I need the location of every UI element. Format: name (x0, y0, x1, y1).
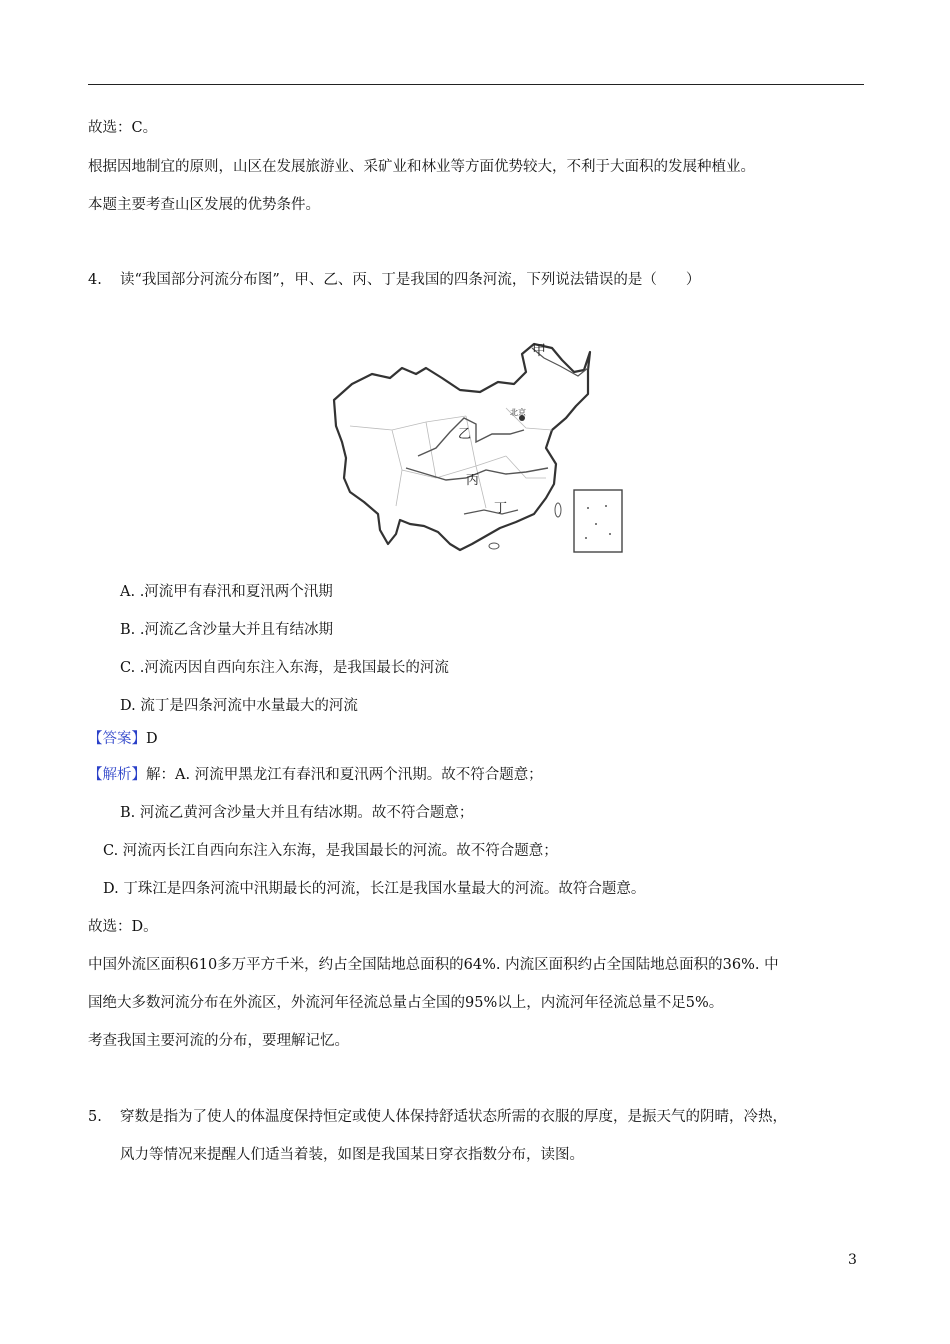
china-river-map (326, 338, 630, 560)
hainan-island (489, 543, 499, 549)
prev-note: 本题主要考查山区发展的优势条件。 (88, 197, 320, 213)
q4-option-a: A. .河流甲有春汛和夏汛两个汛期 (120, 584, 333, 600)
river-ding (464, 510, 518, 514)
q5-number: 5. (88, 1109, 102, 1125)
taiwan-island (555, 503, 561, 517)
prev-choice: 故选：C。 (88, 120, 158, 136)
q4-option-c: C. .河流丙因自西向东注入东海，是我国最长的河流 (120, 660, 449, 676)
q4-answer (88, 729, 158, 749)
q4-stem: 读“我国部分河流分布图”，甲、乙、丙、丁是我国的四条河流，下列说法错误的是（ ） (120, 272, 701, 288)
answer-value: D (146, 731, 158, 747)
page-number: 3 (848, 1252, 857, 1268)
q4-extra-2: 国绝大多数河流分布在外流区，外流河年径流总量占全国的95%以上，内流河年径流总量不足5%。 (88, 995, 724, 1011)
china-outline (334, 344, 590, 550)
q4-number: 4. (88, 272, 102, 288)
province-boundaries (350, 408, 552, 508)
q4-choice: 故选：D。 (88, 919, 158, 935)
label-jia: 甲 (532, 343, 546, 359)
header-rule (88, 84, 864, 85)
analysis-text-1: 解：A. 河流甲黑龙江有春汛和夏汛两个汛期。故不符合题意； (146, 767, 543, 783)
q5-line-2: 风力等情况来提醒人们适当着装，如图是我国某日穿衣指数分布，读图。 (120, 1147, 584, 1163)
q4-analysis-line-4: D. 丁珠江是四条河流中汛期最长的河流，长江是我国水量最大的河流。故符合题意。 (103, 881, 646, 897)
q4-option-d: D. 流丁是四条河流中水量最大的河流 (120, 698, 358, 714)
answer-tag: 【答案】 (88, 731, 146, 747)
analysis-tag: 【解析】 (88, 767, 146, 783)
q4-analysis-line-3: C. 河流丙长江自西向东注入东海，是我国最长的河流。故不符合题意； (103, 843, 558, 859)
q4-extra-1: 中国外流区面积610多万平方千米，约占全国陆地总面积的64%. 内流区面积约占全国陆地总面积的36%. 中 (88, 957, 779, 973)
q4-analysis-line-1 (88, 765, 543, 785)
south-sea-inset (574, 490, 622, 552)
prev-explanation: 根据因地制宜的原则，山区在发展旅游业、采矿业和林业等方面优势较大，不利于大面积的发展种植业。 (88, 159, 755, 175)
label-yi: 乙 (458, 427, 472, 442)
q4-note: 考查我国主要河流的分布，要理解记忆。 (88, 1033, 349, 1049)
label-ding: 丁 (494, 501, 508, 516)
label-beijing: 北京 (510, 408, 526, 417)
q4-analysis-line-2: B. 河流乙黄河含沙量大并且有结冰期。故不符合题意； (120, 805, 474, 821)
q5-line-1: 穿数是指为了使人的体温度保持恒定或使人体保持舒适状态所需的衣服的厚度，是振天气的阴晴，冷热， (120, 1109, 787, 1125)
label-bing: 丙 (466, 473, 480, 488)
q4-option-b: B. .河流乙含沙量大并且有结冰期 (120, 622, 333, 638)
